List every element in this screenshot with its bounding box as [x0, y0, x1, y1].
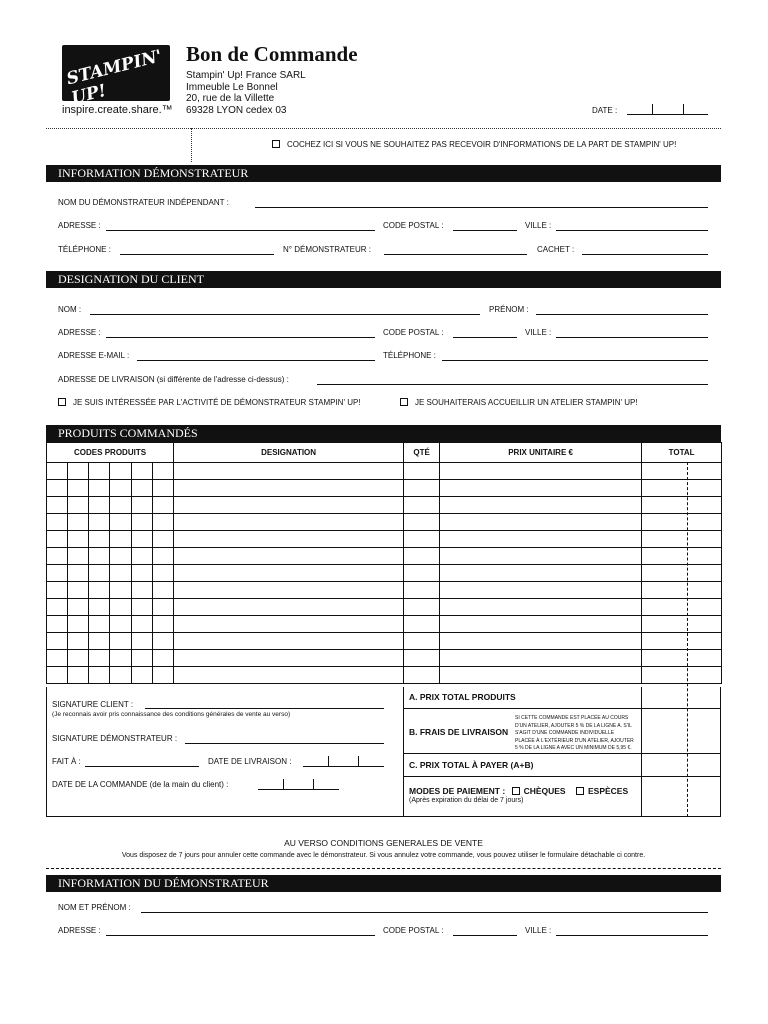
table-cell[interactable] — [174, 565, 404, 582]
demo-address-label: ADRESSE : — [58, 221, 101, 230]
table-cell[interactable] — [110, 616, 132, 633]
table-cell[interactable] — [68, 582, 89, 599]
table-cell[interactable] — [89, 514, 110, 531]
delivery-fees-label: B. FRAIS DE LIVRAISON — [409, 727, 509, 737]
table-cell[interactable] — [153, 565, 174, 582]
client-address-field[interactable] — [106, 337, 375, 338]
table-cell[interactable] — [89, 531, 110, 548]
table-cell[interactable] — [440, 667, 642, 684]
table-cell[interactable] — [68, 531, 89, 548]
date-divider — [283, 779, 284, 789]
table-row — [47, 463, 722, 480]
table-cell[interactable] — [174, 667, 404, 684]
demo-phone-label: TÉLÉPHONE : — [58, 245, 111, 254]
address-line: 20, rue de la Villette — [186, 93, 275, 104]
table-cell[interactable] — [47, 616, 68, 633]
table-cell[interactable] — [47, 463, 68, 480]
client-postal-field[interactable] — [453, 337, 517, 338]
table-cell[interactable] — [132, 548, 153, 565]
table-cell[interactable] — [68, 497, 89, 514]
table-cell[interactable] — [47, 565, 68, 582]
order-date-label: DATE DE LA COMMANDE (de la main du client) : — [52, 780, 229, 789]
address-line: Stampin' Up! France SARL — [186, 70, 306, 81]
table-cell[interactable] — [404, 514, 440, 531]
cash-label: ESPÈCES — [587, 786, 629, 796]
table-row — [47, 633, 722, 650]
table-cell[interactable] — [132, 582, 153, 599]
interest-demo-label: JE SUIS INTÉRESSÉE PAR L'ACTIVITÉ DE DÉMONSTRATEUR STAMPIN' UP! — [73, 398, 361, 407]
payment-label: MODES DE PAIEMENT : — [409, 786, 506, 796]
table-cell[interactable] — [132, 633, 153, 650]
table-cell[interactable] — [642, 616, 722, 633]
table-cell[interactable] — [404, 463, 440, 480]
sig-demo-label: SIGNATURE DÉMONSTRATEUR : — [52, 734, 178, 743]
table-cell[interactable] — [47, 650, 68, 667]
client-phone-label: TÉLÉPHONE : — [383, 351, 436, 360]
date-field[interactable] — [627, 114, 708, 115]
table-cell[interactable] — [404, 599, 440, 616]
stampin-up-logo — [62, 45, 170, 109]
table-cell[interactable] — [89, 667, 110, 684]
demo-city-label: VILLE : — [525, 221, 552, 230]
demo2-address-field[interactable] — [106, 935, 375, 936]
section-demonstrator: INFORMATION DÉMONSTRATEUR — [46, 165, 721, 182]
table-cell[interactable] — [132, 531, 153, 548]
table-cell[interactable] — [404, 633, 440, 650]
table-cell[interactable] — [404, 497, 440, 514]
table-cell[interactable] — [68, 548, 89, 565]
made-at-field[interactable] — [85, 766, 199, 767]
date-label: DATE : — [592, 106, 618, 115]
table-cell[interactable] — [47, 667, 68, 684]
terms-title: AU VERSO CONDITIONS GENERALES DE VENTE — [284, 838, 483, 848]
table-cell[interactable] — [110, 480, 132, 497]
table-cell[interactable] — [132, 497, 153, 514]
client-address-label: ADRESSE : — [58, 328, 101, 337]
made-at-label: FAIT À : — [52, 757, 81, 766]
client-postal-label: CODE POSTAL : — [383, 328, 444, 337]
table-cell[interactable] — [47, 480, 68, 497]
table-cell[interactable] — [174, 463, 404, 480]
col-header-codes: CODES PRODUITS — [47, 443, 174, 463]
table-cell[interactable] — [153, 582, 174, 599]
table-cell[interactable] — [440, 531, 642, 548]
client-name-label: NOM : — [58, 305, 82, 314]
table-cell[interactable] — [642, 599, 722, 616]
table-cell[interactable] — [68, 633, 89, 650]
address-line: Immeuble Le Bonnel — [186, 81, 278, 93]
table-cell[interactable] — [89, 650, 110, 667]
table-cell[interactable] — [110, 633, 132, 650]
table-cell[interactable] — [89, 463, 110, 480]
sig-client-field[interactable] — [145, 708, 384, 709]
table-cell[interactable] — [132, 667, 153, 684]
table-cell[interactable] — [68, 565, 89, 582]
table-cell[interactable] — [174, 650, 404, 667]
table-cell[interactable] — [68, 667, 89, 684]
demo-stamp-field[interactable] — [582, 254, 708, 255]
delivery-date-label: DATE DE LIVRAISON : — [208, 757, 292, 766]
table-cell[interactable] — [47, 582, 68, 599]
table-row — [47, 667, 722, 684]
table-cell[interactable] — [89, 480, 110, 497]
table-cell[interactable] — [110, 463, 132, 480]
order-date-field[interactable] — [258, 789, 339, 790]
delivery-fees-note: SI CETTE COMMANDE EST PLACÉE AU COURS D'UN ATELIER, AJOUTER 5 % DE LA LIGNE A. S'IL S'AGIT D'UNE COMMANDE INDIVIDUELLE PLACÉE À L'EXTÉRIEUR D'UN ATELIER, AJOUTER 5 % DE LA LIGNE A AVEC UN MINIMUM DE 5,95 €. — [515, 715, 634, 751]
table-cell[interactable] — [89, 633, 110, 650]
table-cell[interactable] — [174, 497, 404, 514]
table-cell[interactable] — [174, 599, 404, 616]
section-demonstrator-2: INFORMATION DU DÉMONSTRATEUR — [46, 875, 721, 892]
table-cell[interactable] — [404, 531, 440, 548]
interest-demo-checkbox[interactable] — [58, 398, 66, 406]
table-cell[interactable] — [132, 565, 153, 582]
date-divider — [358, 756, 359, 766]
table-cell[interactable] — [174, 480, 404, 497]
table-cell[interactable] — [174, 548, 404, 565]
table-cell[interactable] — [153, 616, 174, 633]
row-divider — [403, 753, 721, 754]
table-cell[interactable] — [404, 480, 440, 497]
table-cell[interactable] — [110, 582, 132, 599]
host-workshop-label: JE SOUHAITERAIS ACCUEILLIR UN ATELIER STAMPIN' UP! — [415, 398, 638, 407]
table-cell[interactable] — [89, 565, 110, 582]
client-firstname-label: PRÉNOM : — [489, 305, 529, 314]
terms-text: Vous disposez de 7 jours pour annuler cette commande avec le démonstrateur. Si vous annulez votre commande, vous pouvez utiliser le formulaire détachable ci contre. — [121, 852, 646, 859]
table-cell[interactable] — [174, 633, 404, 650]
table-cell[interactable] — [47, 548, 68, 565]
table-cell[interactable] — [404, 616, 440, 633]
col-header-qty: QTÉ — [404, 443, 440, 463]
company-address — [186, 70, 306, 116]
table-cell[interactable] — [89, 616, 110, 633]
demo-postal-label: CODE POSTAL : — [383, 221, 444, 230]
client-email-label: ADRESSE E-MAIL : — [58, 351, 130, 360]
table-cell[interactable] — [89, 497, 110, 514]
table-cell[interactable] — [404, 582, 440, 599]
table-row — [47, 582, 722, 599]
table-row — [47, 616, 722, 633]
table-cell[interactable] — [47, 497, 68, 514]
logo-text: STAMPIN' UP! — [64, 46, 165, 109]
table-cell[interactable] — [110, 667, 132, 684]
payment-note: (Après expiration du délai de 7 jours) — [409, 797, 524, 804]
client-city-label: VILLE : — [525, 328, 552, 337]
demo-name-field[interactable] — [255, 207, 708, 208]
table-cell[interactable] — [153, 667, 174, 684]
demo-postal-field[interactable] — [453, 230, 517, 231]
demo2-name-label: NOM ET PRÉNOM : — [58, 903, 131, 912]
table-cell[interactable] — [440, 599, 642, 616]
table-cell[interactable] — [440, 514, 642, 531]
demo2-postal-field[interactable] — [453, 935, 517, 936]
col-header-total: TOTAL — [642, 443, 722, 463]
row-divider — [403, 708, 721, 709]
host-workshop-checkbox[interactable] — [400, 398, 408, 406]
cheques-label: CHÈQUES — [523, 786, 566, 796]
sig-client-label: SIGNATURE CLIENT : — [52, 700, 134, 709]
products-table — [46, 442, 722, 684]
table-cell[interactable] — [89, 582, 110, 599]
table-cell[interactable] — [153, 633, 174, 650]
table-cell[interactable] — [153, 650, 174, 667]
col-header-unit-price: PRIX UNITAIRE € — [440, 443, 642, 463]
table-cell[interactable] — [642, 565, 722, 582]
table-cell[interactable] — [440, 633, 642, 650]
table-cell[interactable] — [153, 548, 174, 565]
date-divider — [328, 756, 329, 766]
table-cell[interactable] — [47, 531, 68, 548]
col-header-designation: DESIGNATION — [174, 443, 404, 463]
table-header-row — [47, 443, 722, 463]
client-phone-field[interactable] — [442, 360, 708, 361]
demo2-address-label: ADRESSE : — [58, 926, 101, 935]
table-cell[interactable] — [47, 514, 68, 531]
table-row — [47, 514, 722, 531]
table-cell[interactable] — [642, 531, 722, 548]
table-cell[interactable] — [440, 463, 642, 480]
table-cell[interactable] — [440, 480, 642, 497]
table-cell[interactable] — [110, 565, 132, 582]
demo-number-label: N° DÉMONSTRATEUR : — [283, 245, 371, 254]
row-divider — [403, 776, 721, 777]
date-divider — [313, 779, 314, 789]
table-row — [47, 531, 722, 548]
table-cell[interactable] — [404, 565, 440, 582]
table-cell[interactable] — [440, 565, 642, 582]
table-cell[interactable] — [110, 548, 132, 565]
table-cell[interactable] — [642, 497, 722, 514]
table-cell[interactable] — [132, 514, 153, 531]
tagline: inspire.create.share.™ — [62, 104, 173, 116]
table-cell[interactable] — [47, 633, 68, 650]
opt-out-label: COCHEZ ICI SI VOUS NE SOUHAITEZ PAS RECEVOIR D'INFORMATIONS DE LA PART DE STAMPIN' UP! — [287, 140, 677, 149]
client-city-field[interactable] — [556, 337, 708, 338]
table-cell[interactable] — [174, 514, 404, 531]
table-cell[interactable] — [68, 599, 89, 616]
page-title: Bon de Commande — [186, 42, 358, 66]
section-client: DESIGNATION DU CLIENT — [46, 271, 721, 288]
table-cell[interactable] — [642, 548, 722, 565]
table-cell[interactable] — [89, 599, 110, 616]
table-cell[interactable] — [132, 599, 153, 616]
table-cell[interactable] — [440, 650, 642, 667]
table-cell[interactable] — [642, 582, 722, 599]
table-row — [47, 565, 722, 582]
table-cell[interactable] — [404, 650, 440, 667]
table-cell[interactable] — [153, 599, 174, 616]
table-cell[interactable] — [132, 650, 153, 667]
table-cell[interactable] — [642, 480, 722, 497]
sig-demo-field[interactable] — [185, 743, 384, 744]
delivery-date-field[interactable] — [303, 766, 384, 767]
table-cell[interactable] — [153, 463, 174, 480]
demo-city-field[interactable] — [556, 230, 708, 231]
table-row — [47, 497, 722, 514]
table-cell[interactable] — [174, 616, 404, 633]
demo-name-label: NOM DU DÉMONSTRATEUR INDÉPENDANT : — [58, 198, 229, 207]
date-divider — [652, 104, 653, 114]
host-workshop-row[interactable] — [400, 398, 638, 407]
summary-total-divider — [641, 687, 642, 817]
table-cell[interactable] — [153, 480, 174, 497]
table-cell[interactable] — [68, 650, 89, 667]
table-cell[interactable] — [440, 582, 642, 599]
demo-number-field[interactable] — [384, 254, 527, 255]
table-cell[interactable] — [642, 667, 722, 684]
table-cell[interactable] — [89, 548, 110, 565]
cheques-checkbox[interactable] — [512, 787, 520, 795]
table-cell[interactable] — [68, 480, 89, 497]
table-cell[interactable] — [404, 548, 440, 565]
table-cell[interactable] — [132, 616, 153, 633]
demo2-city-field[interactable] — [556, 935, 708, 936]
table-cell[interactable] — [132, 480, 153, 497]
table-cell[interactable] — [110, 650, 132, 667]
table-cell[interactable] — [153, 531, 174, 548]
client-firstname-field[interactable] — [536, 314, 708, 315]
table-cell[interactable] — [440, 616, 642, 633]
table-row — [47, 599, 722, 616]
section-products: PRODUITS COMMANDÉS — [46, 425, 721, 442]
table-cell[interactable] — [153, 514, 174, 531]
demo-stamp-label: CACHET : — [537, 245, 575, 254]
table-cell[interactable] — [110, 599, 132, 616]
sig-client-note: (Je reconnais avoir pris connaissance des conditions générales de vente au verso) — [52, 711, 291, 718]
table-cell[interactable] — [174, 531, 404, 548]
demo2-city-label: VILLE : — [525, 926, 552, 935]
table-cell[interactable] — [642, 650, 722, 667]
opt-out-checkbox[interactable] — [272, 140, 280, 148]
table-row — [47, 548, 722, 565]
demo2-postal-label: CODE POSTAL : — [383, 926, 444, 935]
table-cell[interactable] — [110, 514, 132, 531]
cash-checkbox[interactable] — [576, 787, 584, 795]
address-line: 69328 LYON cedex 03 — [186, 104, 287, 116]
table-cell[interactable] — [174, 582, 404, 599]
table-cell[interactable] — [110, 497, 132, 514]
table-cell[interactable] — [68, 514, 89, 531]
separator — [46, 128, 721, 129]
total-products-label: A. PRIX TOTAL PRODUITS — [409, 692, 516, 702]
table-row — [47, 480, 722, 497]
table-cell[interactable] — [110, 531, 132, 548]
opt-out-checkbox-row[interactable] — [272, 140, 676, 149]
demo2-name-field[interactable] — [141, 912, 708, 913]
cut-line — [46, 868, 721, 869]
table-cell[interactable] — [132, 463, 153, 480]
table-cell[interactable] — [153, 497, 174, 514]
table-cell[interactable] — [404, 667, 440, 684]
table-cell[interactable] — [68, 616, 89, 633]
table-cell[interactable] — [642, 463, 722, 480]
table-cell[interactable] — [440, 497, 642, 514]
table-cell[interactable] — [642, 514, 722, 531]
table-row — [47, 650, 722, 667]
total-column-dashes — [687, 462, 688, 817]
interest-demo-row[interactable] — [58, 398, 361, 407]
table-cell[interactable] — [642, 633, 722, 650]
total-pay-label: C. PRIX TOTAL À PAYER (A+B) — [409, 760, 534, 770]
demo-phone-field[interactable] — [120, 254, 274, 255]
table-cell[interactable] — [68, 463, 89, 480]
client-delivery-label: ADRESSE DE LIVRAISON (si différente de l'adresse ci-dessus) : — [58, 375, 289, 384]
table-cell[interactable] — [47, 599, 68, 616]
table-cell[interactable] — [440, 548, 642, 565]
demo-address-field[interactable] — [106, 230, 375, 231]
payment-row — [409, 786, 628, 796]
client-name-field[interactable] — [90, 314, 480, 315]
separator — [191, 128, 192, 162]
date-divider — [683, 104, 684, 114]
client-email-field[interactable] — [137, 360, 375, 361]
client-delivery-field[interactable] — [317, 384, 708, 385]
